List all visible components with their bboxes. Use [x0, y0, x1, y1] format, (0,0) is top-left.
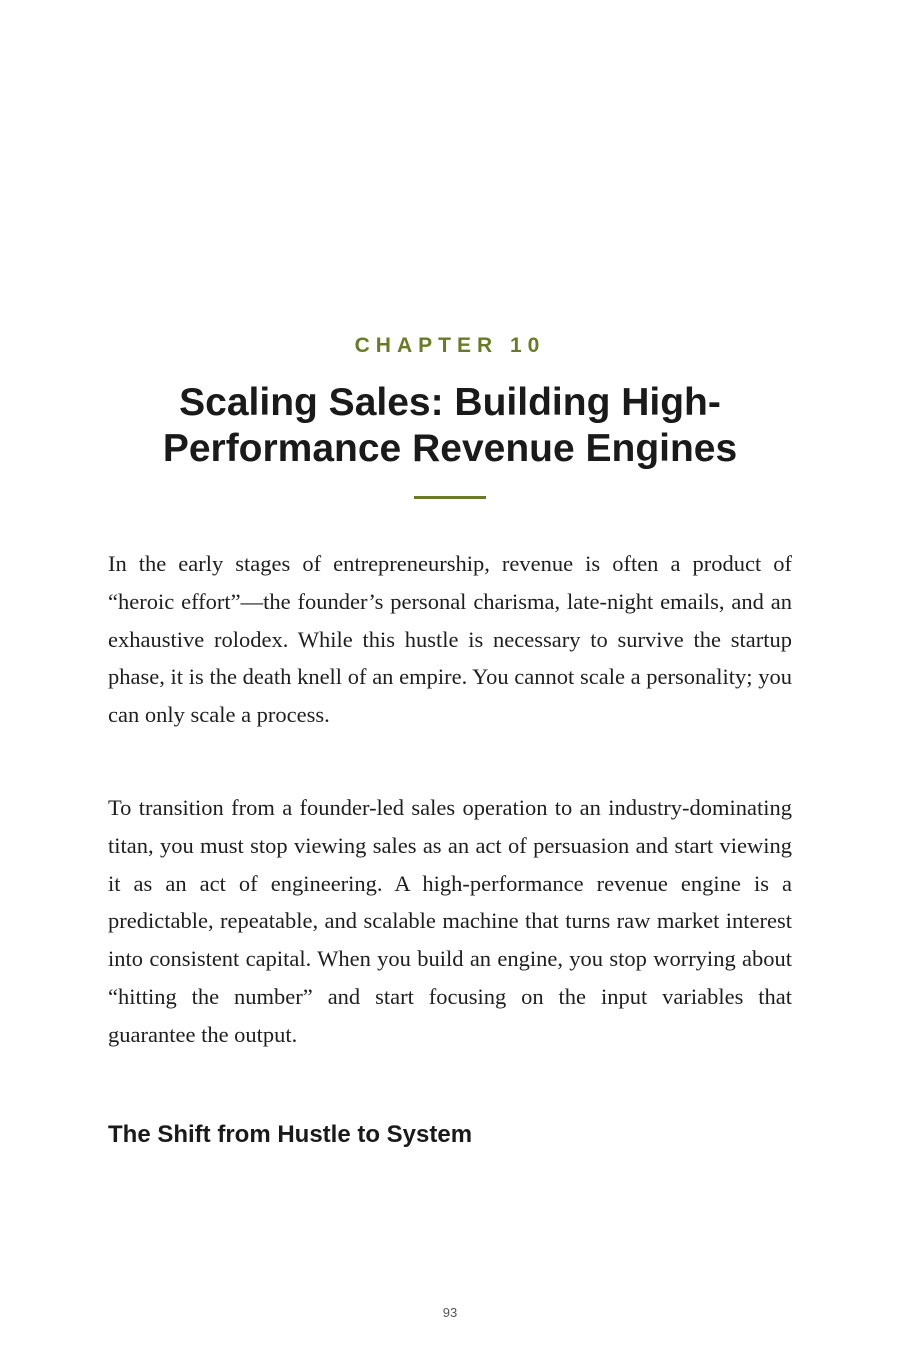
title-divider: [414, 496, 486, 499]
body-paragraph: In the early stages of entrepreneurship, revenue is often a product of “heroic effort”—the founder’s personal charisma, late-night emails, and an exhaustive rolodex. While this hustle is necessary to survive the startup phase, it is the death knell of an empire. You cannot scale a personality; you can only scale a process.: [108, 551, 792, 728]
chapter-title: Scaling Sales: Building High-Performance Revenue Engines: [162, 381, 738, 470]
body-paragraph: To transition from a founder-led sales operation to an industry-dominating titan, you must stop viewing sales as an act of persuasion and start viewing it as an act of engineering. A high-performance revenue engine is a predictable, repeatable, and scalable machine that turns raw market interest into consistent capital. When you build an engine, you stop worrying about “hitting the number” and start focusing on the input variables that guarantee the output.: [108, 795, 792, 1047]
page-number: 93: [442, 1305, 458, 1320]
section-heading: The Shift from Hustle to System: [108, 1121, 473, 1148]
chapter-label: CHAPTER 10: [354, 334, 546, 357]
